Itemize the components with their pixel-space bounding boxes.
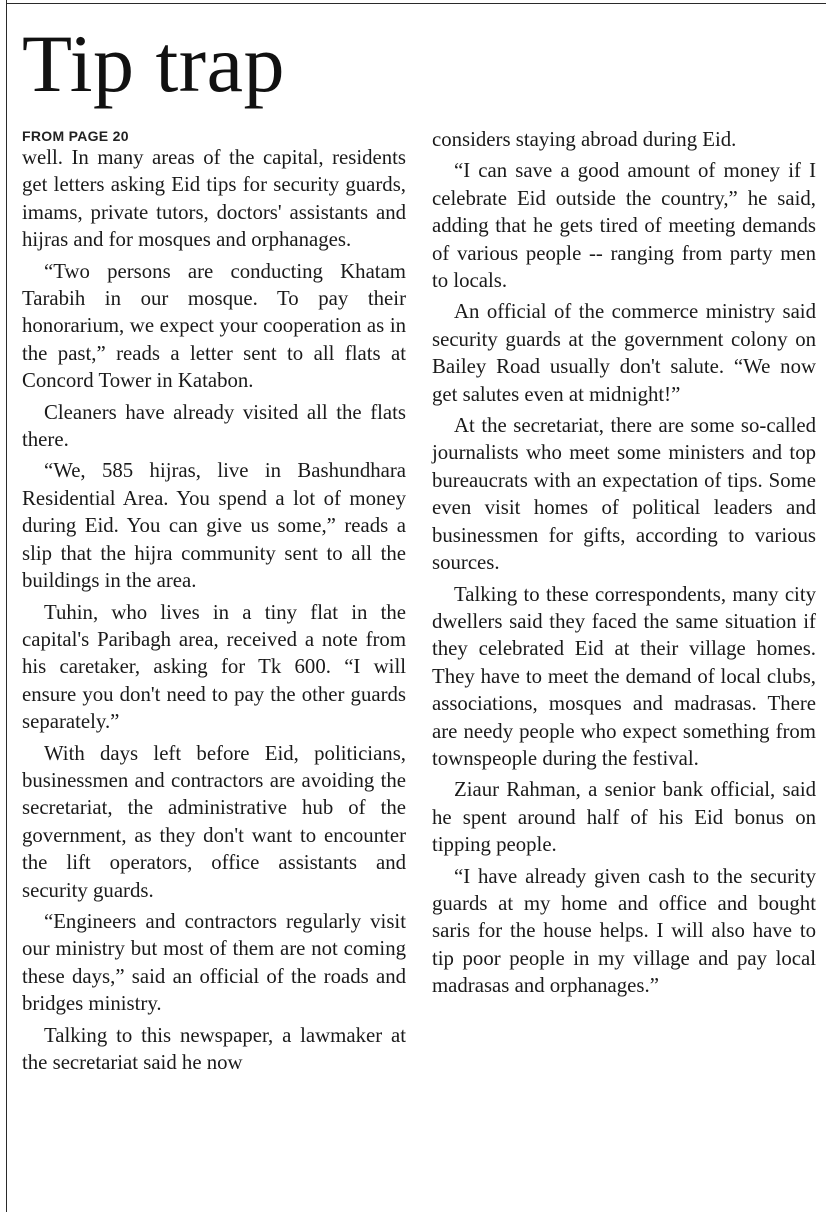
top-rule — [6, 3, 826, 4]
paragraph: At the secretariat, there are some so-called journalists who meet some ministers and top bureaucrats with an expectation of tips. Some even visit homes of political leaders and businessmen for gifts, according to various sources. — [432, 414, 816, 575]
paragraph: Talking to this newspaper, a lawmaker at the secretariat said he now — [22, 1023, 406, 1074]
paragraph: “I have already given cash to the security guards at my home and office and bought saris for the house helps. I will also have to tip poor people in my village and pay local madrasas and orphanages.” — [432, 864, 816, 998]
article-column-left — [22, 126, 406, 1080]
paragraph: well. In many areas of the capital, residents get letters asking Eid tips for security guards, imams, private tutors, doctors' assistants and hijras and for mosques and orphanages. — [22, 146, 406, 252]
paragraph: “Two persons are conducting Khatam Tarabih in our mosque. To pay their honorarium, we expect your cooperation as in the past,” reads a letter sent to all flats at Concord Tower in Katabon. — [22, 259, 406, 393]
paragraph: With days left before Eid, politicians, businessmen and contractors are avoiding the secretariat, the administrative hub of the government, as they don't want to encounter the lift operators, office assistants and security guards. — [22, 741, 406, 902]
paragraph: Talking to these correspondents, many city dwellers said they faced the same situation if they celebrated Eid at their village homes. They have to meet the demand of local clubs, associations, mosques and madrasas. There are needy people who expect something from townspeople during the festival. — [432, 582, 816, 770]
paragraph: “I can save a good amount of money if I celebrate Eid outside the country,” he said, adding that he gets tired of meeting demands of various people -- ranging from party men to locals. — [432, 159, 816, 293]
paragraph: “Engineers and contractors regularly visit our ministry but most of them are not coming these days,” said an official of the roads and bridges ministry. — [22, 909, 406, 1016]
column-rule — [6, 0, 7, 1212]
continuation-label: FROM PAGE 20 — [22, 128, 129, 144]
paragraph: An official of the commerce ministry said security guards at the government colony on Bailey Road usually don't salute. “We now get salutes even at midnight!” — [432, 300, 816, 406]
paragraph: “We, 585 hijras, live in Bashundhara Residential Area. You spend a lot of money during Eid. You can give us some,” reads a slip that the hijra community sent to all the buildings in the area. — [22, 459, 406, 593]
paragraph: Cleaners have already visited all the flats there. — [22, 400, 406, 452]
paragraph: considers staying abroad during Eid. — [432, 128, 737, 151]
paragraph: Tuhin, who lives in a tiny flat in the capital's Paribagh area, received a note from his caretaker, asking for Tk 600. “I will ensure you don't need to pay the other guards separately.” — [22, 600, 406, 734]
article-column-right — [432, 126, 816, 1004]
headline: Tip trap — [22, 18, 285, 109]
paragraph: Ziaur Rahman, a senior bank official, said he spent around half of his Eid bonus on tipping people. — [432, 778, 816, 857]
